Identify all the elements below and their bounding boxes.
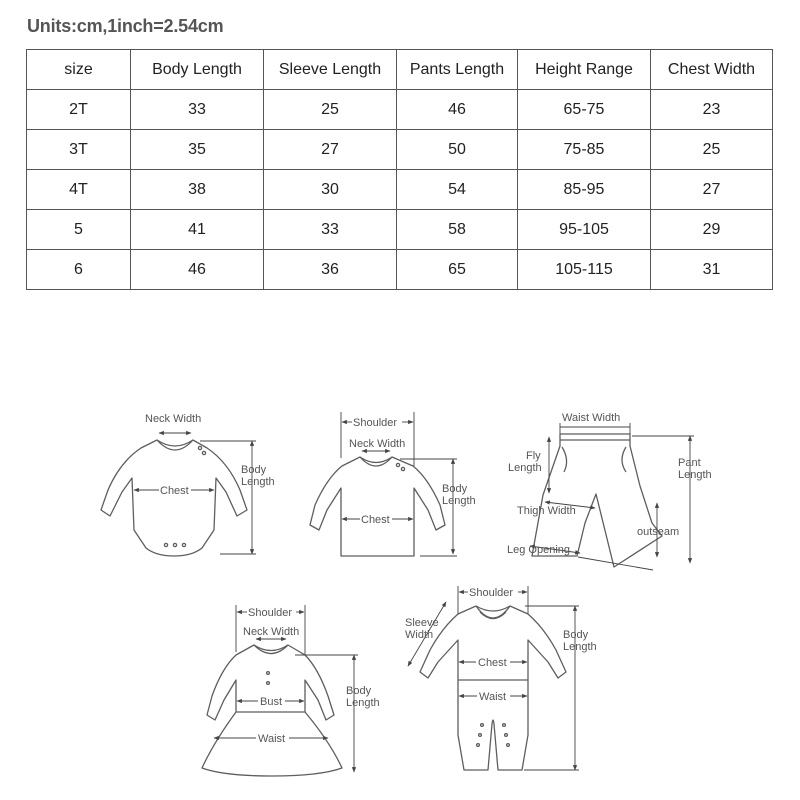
romper-snap	[481, 724, 484, 727]
table-row	[27, 170, 773, 210]
romper-collar	[476, 606, 510, 618]
cell-body-length: 41	[131, 210, 264, 250]
romper-snap	[479, 734, 482, 737]
body-length-label: Body	[346, 685, 372, 697]
neck-width-label: Neck Width	[145, 413, 202, 425]
bodysuit-snap	[202, 451, 205, 454]
shirt-collar	[360, 457, 392, 466]
chest-label: Chest	[160, 485, 189, 497]
cell-sleeve-length: 30	[264, 170, 397, 210]
waist-label: Waist	[479, 691, 507, 703]
cell-sleeve-length: 36	[264, 250, 397, 290]
cell-body-length: 38	[131, 170, 264, 210]
romper-diagram	[405, 586, 597, 770]
shirt-button	[401, 467, 404, 470]
bodysuit-snap	[182, 543, 185, 546]
cell-height-range: 65-75	[518, 90, 651, 130]
neck-width-label: Neck Width	[349, 438, 406, 450]
pants-pocket-left	[562, 447, 567, 472]
table-row	[27, 130, 773, 170]
cell-sleeve-length: 27	[264, 130, 397, 170]
bodysuit-collar	[157, 440, 193, 450]
shoulder-label: Shoulder	[353, 417, 398, 429]
fly-length-label: Fly	[526, 450, 541, 462]
body-length-label: Length	[346, 697, 380, 709]
cell-sleeve-length: 33	[264, 210, 397, 250]
cell-pants-length: 65	[397, 250, 518, 290]
header-height-range: Height Range	[518, 50, 651, 90]
shirt-button	[396, 463, 399, 466]
header-body-length: Body Length	[131, 50, 264, 90]
cell-height-range: 95-105	[518, 210, 651, 250]
header-chest-width: Chest Width	[651, 50, 773, 90]
cell-height-range: 75-85	[518, 130, 651, 170]
cell-body-length: 33	[131, 90, 264, 130]
table-row	[27, 210, 773, 250]
body-length-label: Length	[563, 641, 597, 653]
bodysuit-snap	[198, 446, 201, 449]
sleeve-width-label: Sleeve	[405, 617, 439, 629]
body-length-label: Body	[442, 483, 468, 495]
fly-length-label: Length	[508, 462, 542, 474]
shoulder-label: Shoulder	[248, 607, 293, 619]
waist-label: Waist	[258, 733, 286, 745]
cell-body-length: 35	[131, 130, 264, 170]
body-length-label: Length	[442, 495, 476, 507]
header-pants-length: Pants Length	[397, 50, 518, 90]
cell-chest-width: 29	[651, 210, 773, 250]
pant-length-label: Length	[678, 469, 712, 481]
body-length-label: Body	[241, 464, 267, 476]
bodysuit-diagram	[101, 413, 275, 556]
bodysuit-outline	[101, 440, 247, 556]
shirt-diagram	[310, 412, 476, 556]
dress-button	[267, 672, 270, 675]
chest-label: Chest	[361, 514, 390, 526]
romper-outline	[420, 606, 566, 770]
cell-body-length: 46	[131, 250, 264, 290]
table-header-row	[27, 50, 773, 90]
romper-snap	[507, 744, 510, 747]
bust-label: Bust	[260, 696, 283, 708]
chest-label: Chest	[478, 657, 507, 669]
measurement-diagrams	[0, 390, 800, 790]
header-size: size	[27, 50, 131, 90]
body-length-label: Body	[563, 629, 589, 641]
shoulder-label: Shoulder	[469, 587, 514, 599]
cell-chest-width: 23	[651, 90, 773, 130]
cell-size: 3T	[27, 130, 131, 170]
dress-diagram	[202, 605, 380, 776]
pant-length-label: Pant	[678, 457, 701, 469]
units-note: Units:cm,1inch=2.54cm	[27, 16, 224, 36]
table-row	[27, 250, 773, 290]
cell-size: 2T	[27, 90, 131, 130]
cell-pants-length: 54	[397, 170, 518, 210]
size-chart-table	[26, 49, 773, 290]
bodysuit-snap	[173, 543, 176, 546]
pants-pocket-right	[622, 447, 626, 472]
cell-sleeve-length: 25	[264, 90, 397, 130]
dress-button	[267, 682, 270, 685]
bodysuit-snap	[164, 543, 167, 546]
sleeve-width-label: Width	[405, 629, 434, 641]
romper-snap	[477, 744, 480, 747]
cell-size: 4T	[27, 170, 131, 210]
cell-pants-length: 58	[397, 210, 518, 250]
cell-pants-length: 50	[397, 130, 518, 170]
cell-pants-length: 46	[397, 90, 518, 130]
cell-chest-width: 25	[651, 130, 773, 170]
pants-diagram	[507, 412, 712, 570]
leg-opening-label: Leg Opening	[507, 544, 570, 556]
cell-chest-width: 27	[651, 170, 773, 210]
romper-snap	[505, 734, 508, 737]
cell-size: 6	[27, 250, 131, 290]
header-sleeve-length: Sleeve Length	[264, 50, 397, 90]
dress-collar	[254, 645, 288, 654]
romper-snap	[503, 724, 506, 727]
cell-height-range: 105-115	[518, 250, 651, 290]
dress-outline	[202, 645, 342, 776]
leg-opening-guide	[578, 557, 653, 570]
cell-chest-width: 31	[651, 250, 773, 290]
shirt-outline	[310, 457, 445, 556]
outseam-label: outseam	[637, 526, 680, 538]
cell-height-range: 85-95	[518, 170, 651, 210]
neck-width-label: Neck Width	[243, 626, 300, 638]
table-row	[27, 90, 773, 130]
waist-width-label: Waist Width	[562, 412, 621, 424]
body-length-label: Length	[241, 476, 275, 488]
cell-size: 5	[27, 210, 131, 250]
thigh-width-label: Thigh Width	[517, 505, 576, 517]
